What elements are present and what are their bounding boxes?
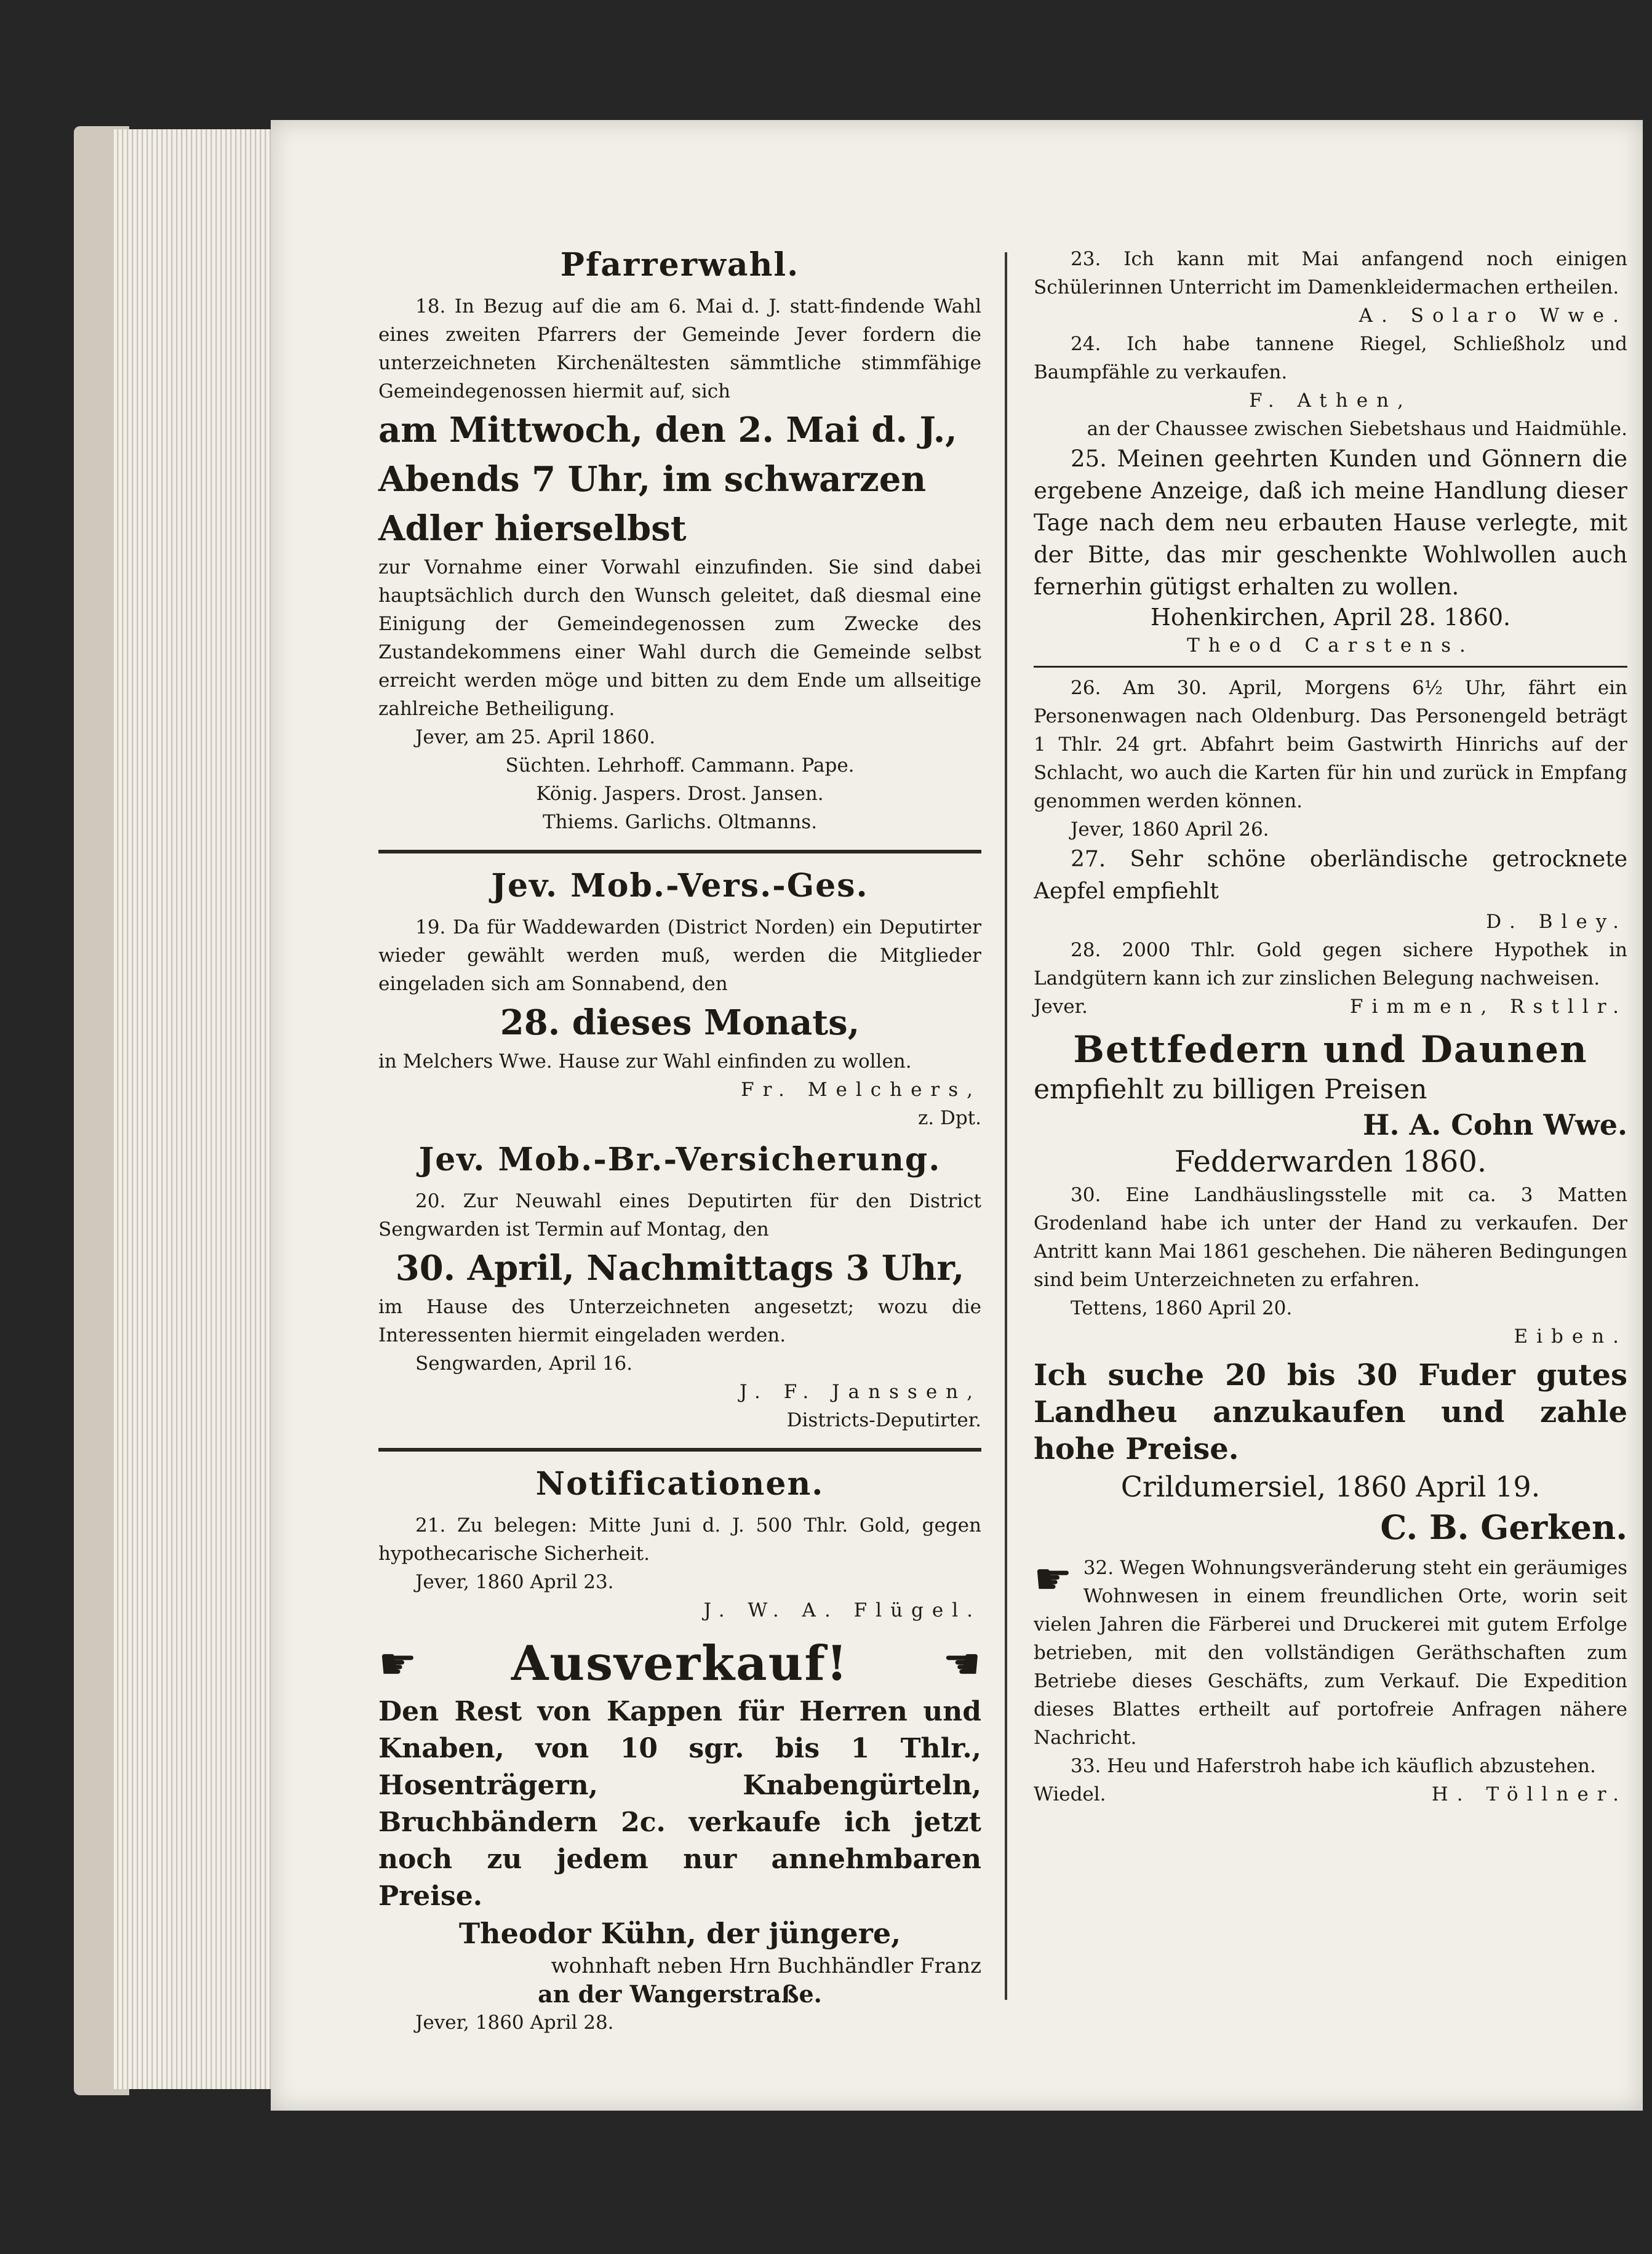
ausverkauf-name: Theodor Kühn, der jüngere, (458, 1917, 901, 1950)
notificationen-date: Jever, 1860 April 23. (415, 1571, 614, 1593)
ad-32-text: 32. Wegen Wohnungsveränderung steht ein geräumiges Wohnwesen in einem freundlichen Orte, worin seit vielen Jahren die Färberei und Druckerei mit gutem Erfolge betrieben, mit den vollständigen Geräthschaften zum Betriebe dieses Geschäfts, zum Verkauf. Die Expedition dieses Blattes ertheilt auf portofreie Anfragen nähere Nachricht. (1034, 1557, 1627, 1749)
heading-mob-br: Jev. Mob.-Br.-Versicherung. (418, 1141, 941, 1178)
bettfedern-place: Fedderwarden 1860. (1174, 1145, 1487, 1179)
ad-bettfedern (1034, 1027, 1627, 1181)
ad-28-footer (1034, 993, 1627, 1021)
bettfedern-title: Bettfedern und Daunen (1073, 1028, 1588, 1071)
ad-28-text: 28. 2000 Thlr. Gold gegen sichere Hypothek in Landgütern kann ich zur zinslichen Belegung nachweisen. (1034, 939, 1627, 989)
pfarrerwahl-names-1: Süchten. Lehrhoff. Cammann. Pape. (505, 754, 855, 777)
pointing-hand-icon: ☛ (1034, 1554, 1072, 1604)
ad-27-text: 27. Sehr schöne oberländische getrocknete Aepfel empfiehlt (1034, 847, 1627, 904)
ad-23-signature: A. Solaro Wwe. (1359, 305, 1627, 327)
ad-30-date: Tettens, 1860 April 20. (1071, 1297, 1293, 1319)
pfarrerwahl-text-2: zur Vornahme einer Vorwahl einzufinden. Sie sind dabei hauptsächlich durch den Wunsch geleitet, daß diesmal eine Einigung der Gemeindegenossen zum Zwecke des Zustandekommens einer Wahl durch die Gemeinde selbst erreicht werden möge und bitten zu dem Ende um allseitige zahlreiche Betheiligung. (378, 556, 981, 720)
ad-33-footer (1034, 1780, 1627, 1808)
mob-vers-text-1: 19. Da für Waddewarden (District Norden) ein Deputirter wieder gewählt werden muß, werden die Mitglieder eingeladen sich am Sonnabend, den (378, 916, 981, 995)
ad-28-place: Jever. (1034, 996, 1088, 1018)
ad-25-date: Hohenkirchen, April 28. 1860. (1150, 604, 1511, 631)
mob-vers-signature: Fr. Melchers, (741, 1079, 981, 1101)
ausverkauf-header (378, 1634, 981, 1693)
column-divider (1005, 252, 1007, 2000)
pointing-hand-icon: ☛ (943, 1639, 981, 1689)
ad-26-text: 26. Am 30. April, Morgens 6½ Uhr, fährt ein Personenwagen nach Oldenburg. Das Personengeld beträgt 1 Thlr. 24 grt. Abfahrt beim Gastwirth Hinrichs auf der Schlacht, wo auch die Karten für hin und zurück in Empfang genommen werden können. (1034, 677, 1627, 812)
ausverkauf-date: Jever, 1860 April 28. (415, 2012, 614, 2034)
ad-26 (1034, 674, 1627, 844)
mob-br-signature-role: Districts-Deputirter. (786, 1409, 981, 1431)
ad-30-text: 30. Eine Landhäuslingsstelle mit ca. 3 Matten Grodenland habe ich unter der Hand zu verkaufen. Der Antritt kann Mai 1861 geschehen. Die näheren Bedingungen sind beim Unterzeichneten zu erfahren. (1034, 1184, 1627, 1291)
ad-23-text: 23. Ich kann mit Mai anfangend noch einigen Schülerinnen Unterricht im Damenkleidermachen ertheilen. (1034, 248, 1627, 298)
ad-30 (1034, 1181, 1627, 1351)
ad-33 (1034, 1752, 1627, 1808)
ad-30-signature: Eiben. (1514, 1325, 1627, 1348)
mob-br-text-1: 20. Zur Neuwahl eines Deputirten für den District Sengwarden ist Termin auf Montag, den (378, 1190, 981, 1241)
bettfedern-line: empfiehlt zu billigen Preisen (1034, 1074, 1427, 1105)
fuder-date: Crildumersiel, 1860 April 19. (1120, 1470, 1541, 1503)
pfarrerwahl-names-2: König. Jaspers. Drost. Jansen. (536, 783, 824, 805)
ad-27-signature: D. Bley. (1486, 911, 1627, 933)
pfarrerwahl-names-3: Thiems. Garlichs. Oltmanns. (542, 811, 818, 833)
bettfedern-name: H. A. Cohn Wwe. (1363, 1108, 1627, 1141)
mob-vers-text-2: in Melchers Wwe. Hause zur Wahl einfinden zu wollen. (378, 1050, 912, 1073)
divider (1034, 666, 1627, 668)
notice-mob-vers (378, 867, 981, 1132)
ad-26-date: Jever, 1860 April 26. (1071, 818, 1269, 841)
ad-25 (1034, 443, 1627, 660)
pfarrerwahl-bold: am Mittwoch, den 2. Mai d. J., Abends 7 Uhr, im schwarzen Adler hierselbst (378, 410, 957, 549)
heading-pfarrerwahl: Pfarrerwahl. (560, 246, 800, 284)
ad-27 (1034, 844, 1627, 936)
mob-br-bold: 30. April, Nachmittags 3 Uhr, (395, 1248, 965, 1289)
divider (378, 1448, 981, 1452)
ad-33-place: Wiedel. (1034, 1783, 1106, 1805)
notice-pfarrerwahl (378, 246, 981, 836)
pfarrerwahl-text-1: 18. In Bezug auf die am 6. Mai d. J. statt-findende Wahl eines zweiten Pfarrers der Gemeinde Jever fordern die unterzeichneten Kirchenältesten sämmtliche stimmfähige Gemeindegenossen hiermit auf, sich (378, 295, 981, 402)
heading-notificationen: Notificationen. (535, 1465, 824, 1503)
mob-br-text-2: im Hause des Unterzeichneten angesetzt; wozu die Interessenten hiermit eingeladen werden. (378, 1296, 981, 1346)
notificationen-text: 21. Zu belegen: Mitte Juni d. J. 500 Thlr. Gold, gegen hypothecarische Sicherheit. (378, 1514, 981, 1565)
pfarrerwahl-date: Jever, am 25. April 1860. (415, 726, 656, 748)
fuder-text: Ich suche 20 bis 30 Fuder gutes Landheu anzukaufen und zahle hohe Preise. (1034, 1358, 1627, 1466)
mob-br-date: Sengwarden, April 16. (415, 1353, 633, 1375)
divider (378, 850, 981, 853)
ausverkauf-title: Ausverkauf! (511, 1636, 849, 1692)
page-stack (114, 129, 280, 2089)
ad-24-address: an der Chaussee zwischen Siebetshaus und Haidmühle. (1087, 418, 1627, 440)
ad-25-signature: Theod Carstens. (1187, 634, 1474, 657)
ad-24 (1034, 330, 1627, 443)
ad-28 (1034, 936, 1627, 1021)
notificationen-signature: J. W. A. Flügel. (703, 1599, 981, 1621)
ausverkauf-text: Den Rest von Kappen für Herren und Knaben, von 10 sgr. bis 1 Thlr., Hosenträgern, Knabengürteln, Bruchbändern 2c. verkaufe ich jetzt noch zu jedem nur annehmbaren Preise. (378, 1696, 981, 1912)
ad-ausverkauf (378, 1634, 981, 2037)
ad-33-signature: H. Töllner. (1431, 1783, 1627, 1805)
ad-fuder (1034, 1357, 1627, 1549)
pointing-hand-icon: ☛ (378, 1639, 417, 1689)
left-column (378, 246, 981, 2037)
notice-mob-br (378, 1141, 981, 1434)
notice-notificationen (378, 1465, 981, 1625)
ausverkauf-address-1: wohnhaft neben Hrn Buchhändler Franz (551, 1954, 981, 1978)
ad-24-signature: F. Athen, (1249, 390, 1412, 412)
ad-23 (1034, 245, 1627, 330)
ausverkauf-address-2: an der Wangerstraße. (538, 1980, 822, 2008)
ad-25-text: 25. Meinen geehrten Kunden und Gönnern die ergebene Anzeige, daß ich meine Handlung dieser Tage nach dem neu erbauten Hause verlegte, mit der Bitte, das mir geschenkte Wohlwollen auch fernerhin gütigst erhalten zu wollen. (1034, 446, 1627, 600)
ad-24-text: 24. Ich habe tannene Riegel, Schließholz und Baumpfähle zu verkaufen. (1034, 333, 1627, 383)
mob-br-signature: J. F. Janssen, (740, 1381, 981, 1403)
mob-vers-bold: 28. dieses Monats, (500, 1002, 860, 1043)
heading-mob-vers: Jev. Mob.-Vers.-Ges. (491, 867, 869, 905)
fuder-name: C. B. Gerken. (1380, 1508, 1627, 1547)
right-column (1034, 245, 1627, 1808)
ad-33-text: 33. Heu und Haferstroh habe ich käuflich abzustehen. (1071, 1755, 1596, 1777)
ad-28-signature: Fimmen, Rstllr. (1349, 996, 1627, 1018)
mob-vers-signature-role: z. Dpt. (917, 1107, 981, 1129)
ad-32 (1034, 1554, 1627, 1752)
